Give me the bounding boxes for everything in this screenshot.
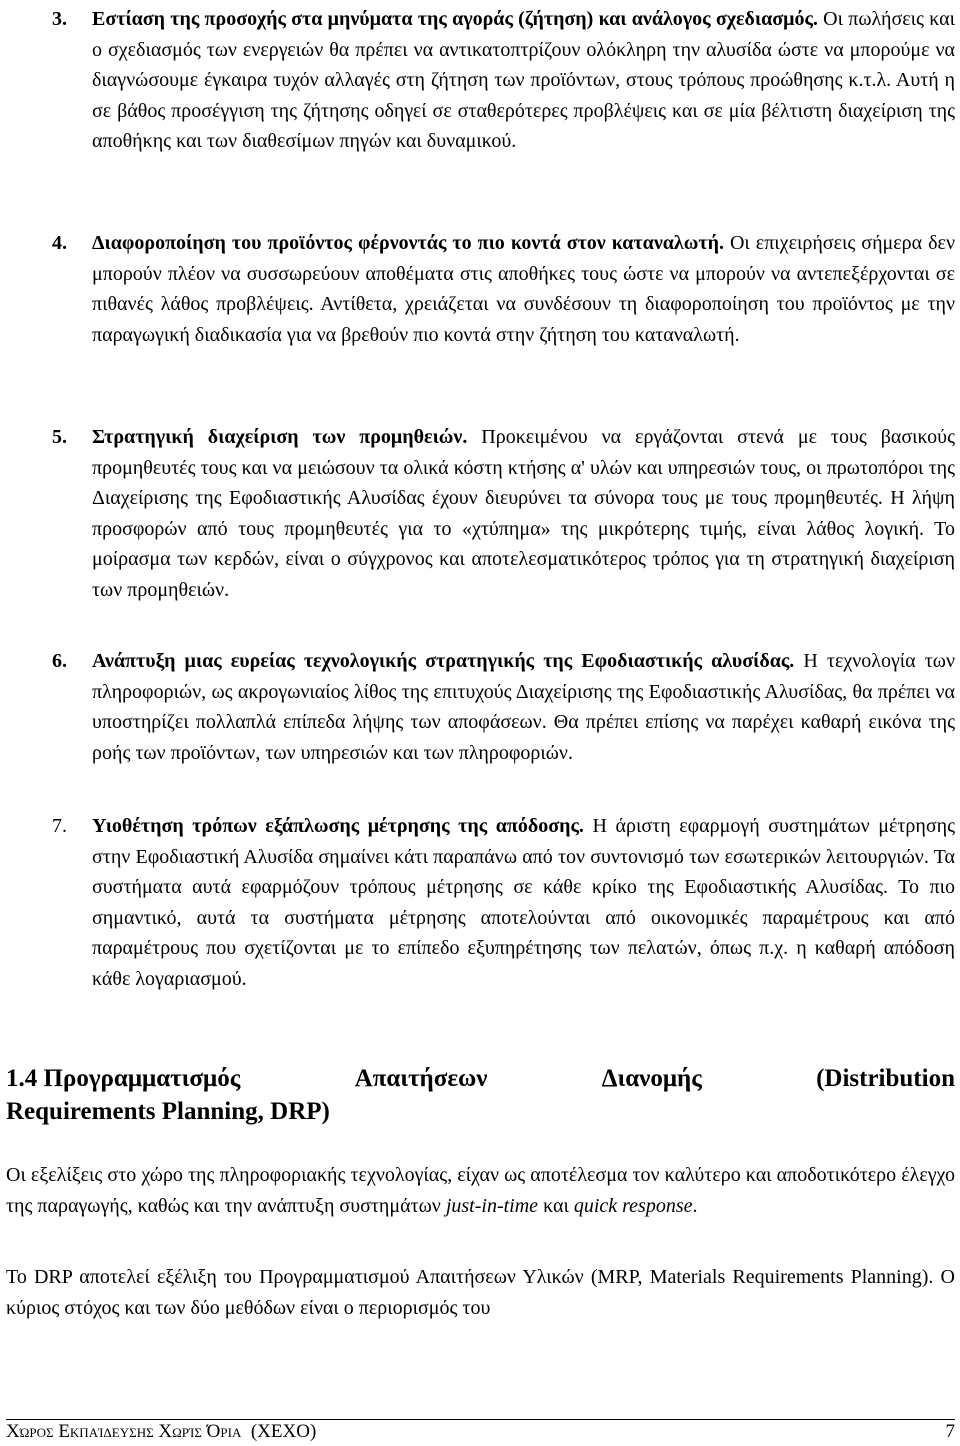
- list-item-6: [52, 646, 955, 768]
- paragraph-it-evolution: Οι εξελίξεις στο χώρο της πληροφοριακής τεχνολογίας, είχαν ως αποτέλεσμα τον καλύτερο και αποδοτικότερο έλεγχο της παραγωγής, καθώς και την ανάπτυξη συστημάτων just-in-time και quick response.: [6, 1164, 955, 1217]
- item-body: [92, 228, 955, 350]
- item-number: 4.: [52, 232, 67, 254]
- item-heading: Ανάπτυξη μιας ευρείας τεχνολογικής στρατηγικής της Εφοδιαστικής αλυσίδας.: [92, 650, 795, 672]
- item-number: 6.: [52, 650, 67, 672]
- list-item-4: [52, 228, 955, 350]
- item-body: [92, 646, 955, 768]
- list-item-7: [52, 811, 955, 994]
- item-number: 5.: [52, 426, 67, 448]
- item-heading: Στρατηγική διαχείριση των προμηθειών.: [92, 426, 468, 448]
- item-body: [92, 4, 955, 157]
- footer-title: Χώρος Εκπαίδευσης Χωρίς Όρια (ΧΕΧΟ): [6, 1421, 317, 1442]
- section-word: (Distribution: [816, 1065, 955, 1092]
- item-text: Οι επιχειρήσεις σήμερα δεν μπορούν πλέον να συσσωρεύουν αποθέματα στις αποθήκες τους ώστε να μπορούν να αντεπεξέρχονται σε πιθανές λάθος προβλέψεις. Αντίθετα, χρειάζεται να συνδέσουν τη διαφοροποίηση του προϊόντος με την παραγωγική διαδικασία για να βρεθούν πιο κοντά στην ζήτηση του καταναλωτή.: [92, 232, 955, 346]
- item-text: Η τεχνολογία των πληροφοριών, ως ακρογωνιαίος λίθος της επιτυχούς Διαχείρισης της Εφοδιαστικής Αλυσίδας, θα πρέπει να υποστηρίζει πολλαπλά επίπεδα λήψης των αποφάσεων. Θα πρέπει επίσης να παρέχει καθαρή εικόνα της ροής των προϊόντων, των υπηρεσιών και των πληροφοριών.: [92, 650, 955, 764]
- item-heading: Εστίαση της προσοχής στα μηνύματα της αγοράς (ζήτηση) και ανάλογος σχεδιασμός.: [92, 8, 818, 30]
- page-footer: [6, 1421, 955, 1443]
- item-text: Η άριστη εφαρμογή συστημάτων μέτρησης στην Εφοδιαστική Αλυσίδα σημαίνει κάτι παραπάνω από τον συντονισμό των εσωτερικών λειτουργιών. Τα συστήματα αυτά εφαρμόζουν τρόπους μέτρησης σε κάθε κρίκο της Εφοδιαστικής Αλυσίδας. Το πιο σημαντικό, αυτά τα συστήματα μέτρησης αποτελούνται από οικονομικές παραμέτρους και από παραμέτρους που σχετίζονται με το επίπεδο εξυπηρέτησης των πελατών, όπως π.χ. η καθαρή απόδοση κάθε λογαριασμού.: [92, 815, 955, 990]
- list-item-3: [52, 4, 955, 157]
- section-heading: [6, 1062, 955, 1128]
- section-heading-line-2: Requirements Planning, DRP): [6, 1098, 330, 1125]
- item-heading: Διαφοροποίηση του προϊόντος φέρνοντάς το πιο κοντά στον καταναλωτή.: [92, 232, 724, 254]
- section-word: Διανομής: [601, 1065, 702, 1092]
- section-number-title: 1.4 Προγραμματισμός: [6, 1065, 241, 1092]
- list-item-5: [52, 422, 955, 605]
- page-number: 7: [945, 1421, 955, 1442]
- item-heading: Υιοθέτηση τρόπων εξάπλωσης μέτρησης της απόδοσης.: [92, 815, 584, 837]
- item-body: [92, 422, 955, 605]
- item-text: Οι πωλήσεις και ο σχεδιασμός των ενεργειών θα πρέπει να αντικατοπτρίζουν ολόκληρη την αλυσίδα ώστε να μπορούμε να διαγνώσουμε έγκαιρα τυχόν αλλαγές στη ζήτηση των προϊόντων, στους τρόπους προώθησης κ.τ.λ. Αυτή η σε βάθος προσέγγιση της ζήτησης οδηγεί σε σταθερότερες προβλέψεις και σε μία βέλτιστη διαχείριση της αποθήκης και των διαθεσίμων πηγών και δυναμικού.: [92, 8, 955, 152]
- section-word: Απαιτήσεων: [354, 1065, 488, 1092]
- item-body: [92, 811, 955, 994]
- section-heading-line-1: [6, 1062, 955, 1095]
- item-text: Προκειμένου να εργάζονται στενά με τους βασικούς προμηθευτές τους και να μειώσουν τα ολικά κόστη κτήσης α' υλών και υπηρεσιών τους, οι πρωτοπόροι της Διαχείρισης της Εφοδιαστικής Αλυσίδας έχουν διευρύνει τα σύνορα τους με τους προμηθευτές. Η λήψη προσφορών από τους προμηθευτές για το «χτύπημα» της μικρότερης τιμής, είναι λάθος λογική. Το μοίρασμα των κερδών, είναι ο σύγχρονος και αποτελεσματικότερος τρόπος για τη στρατηγική διαχείριση των προμηθειών.: [92, 426, 955, 601]
- footer-divider: [6, 1419, 955, 1420]
- item-number: 3.: [52, 8, 67, 30]
- paragraph-drp: Το DRP αποτελεί εξέλιξη του Προγραμματισμού Απαιτήσεων Υλικών (MRP, Materials Requirements Planning). Ο κύριος στόχος και των δύο μεθόδων είναι ο περιορισμός του: [6, 1266, 955, 1319]
- item-number: 7.: [52, 815, 67, 837]
